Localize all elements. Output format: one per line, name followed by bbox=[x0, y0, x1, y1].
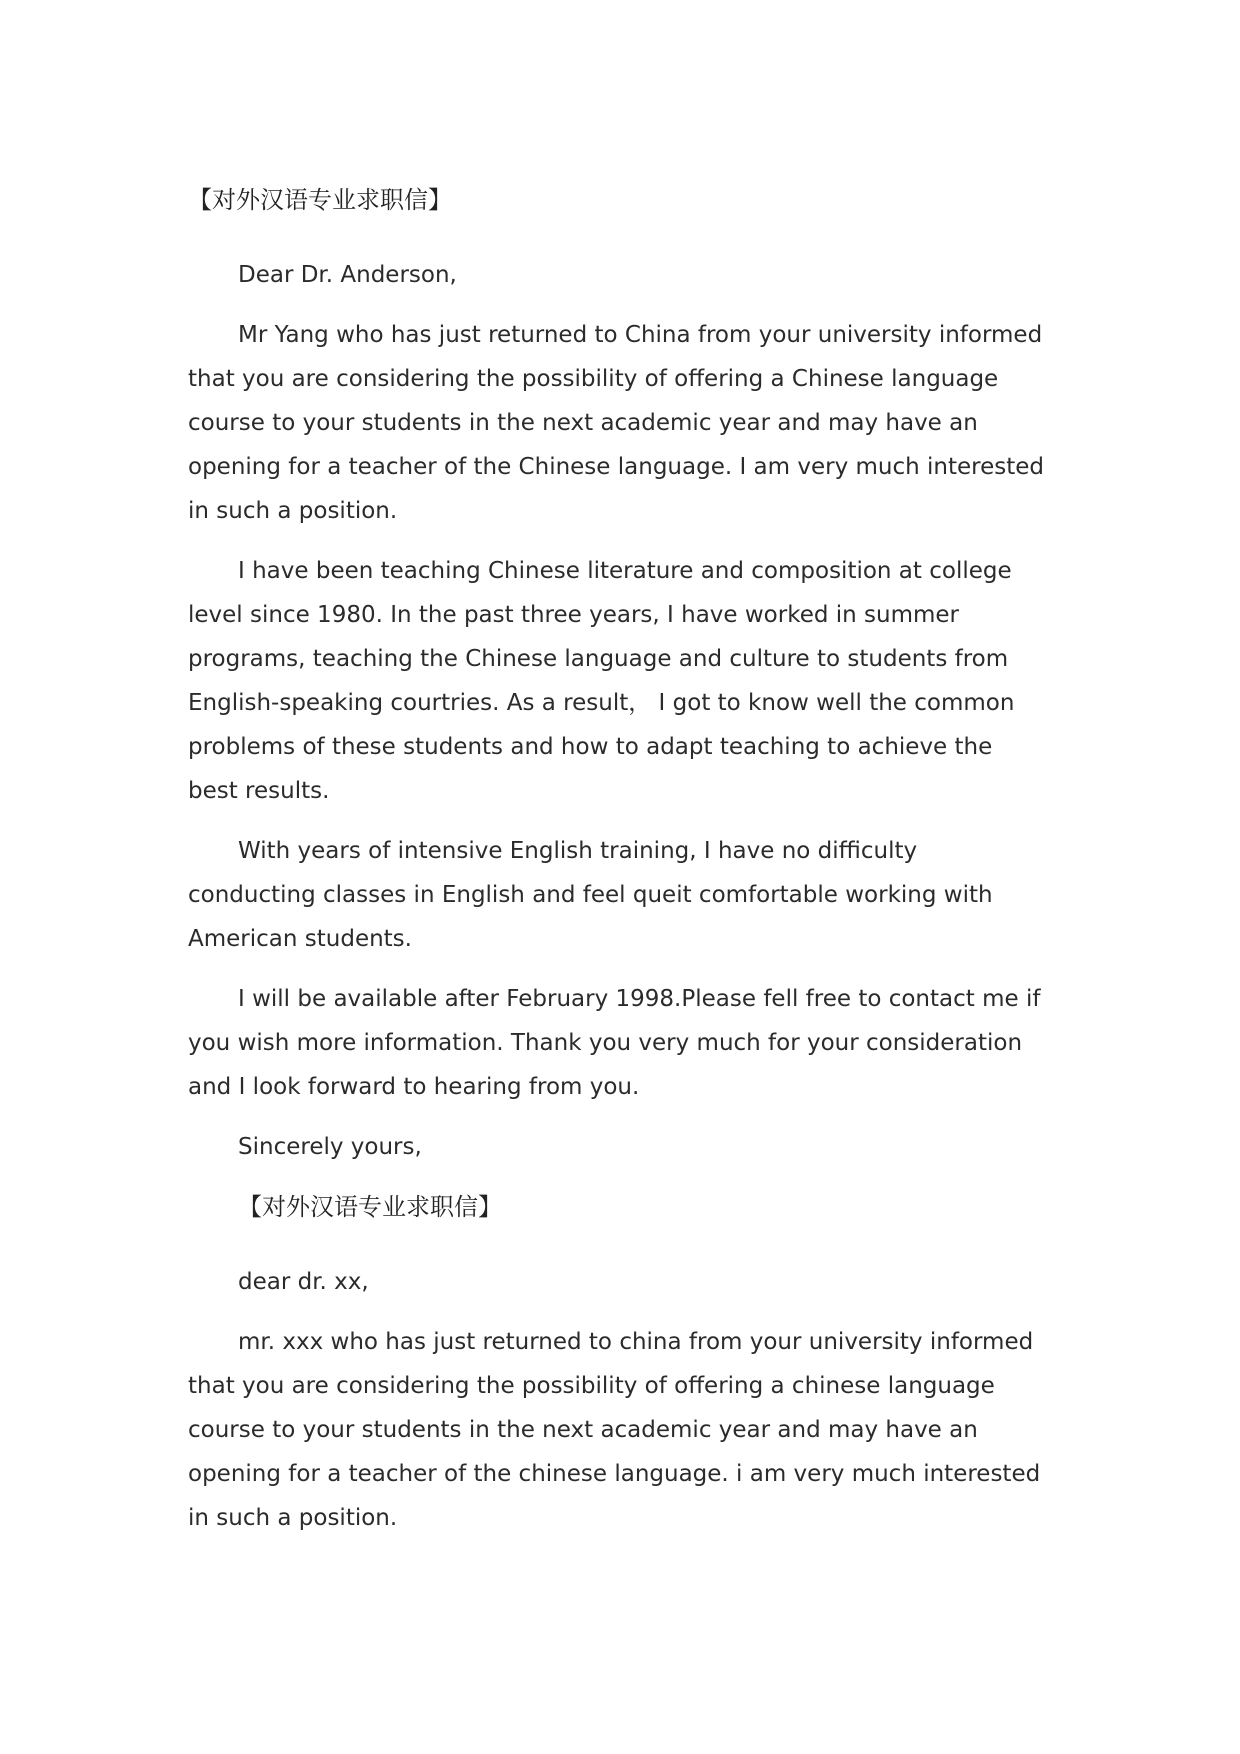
letter-closing: Sincerely yours, bbox=[238, 1134, 422, 1160]
letter-salutation: Dear Dr. Anderson, bbox=[238, 262, 457, 288]
letter-paragraph: Mr Yang who has just returned to China from your university informed that you are considering the possibility of offering a Chinese language course to your students in the next academic year and may have an opening for a teacher of the Chinese language. I am very much interested in such a position. bbox=[188, 322, 1045, 524]
document-body bbox=[188, 178, 1046, 1556]
letter-paragraph: With years of intensive English training, I have no difficulty conducting classes in English and feel queit comfortable working with American students. bbox=[188, 838, 993, 952]
second-letter-paragraph: mr. xxx who has just returned to china from your university informed that you are considering the possibility of offering a chinese language course to your students in the next academic year and may have an opening for a teacher of the chinese language. i am very much interested in such a position. bbox=[188, 1329, 1041, 1531]
letter-paragraph: I have been teaching Chinese literature and composition at college level since 1980. In the past three years, I have worked in summer programs, teaching the Chinese language and culture to students from English-speaking courtries. As a result， I got to know well the common problems of these students and how to adapt teaching to achieve the best results. bbox=[188, 558, 1015, 804]
second-letter-title: 【对外汉语专业求职信】 bbox=[238, 1193, 502, 1221]
letter-title: 【对外汉语专业求职信】 bbox=[188, 186, 452, 214]
second-letter-salutation: dear dr. xx, bbox=[238, 1269, 369, 1295]
letter-paragraph: I will be available after February 1998.Please fell free to contact me if you wish more information. Thank you very much for your consideration and I look forward to hearing from you. bbox=[188, 986, 1041, 1100]
